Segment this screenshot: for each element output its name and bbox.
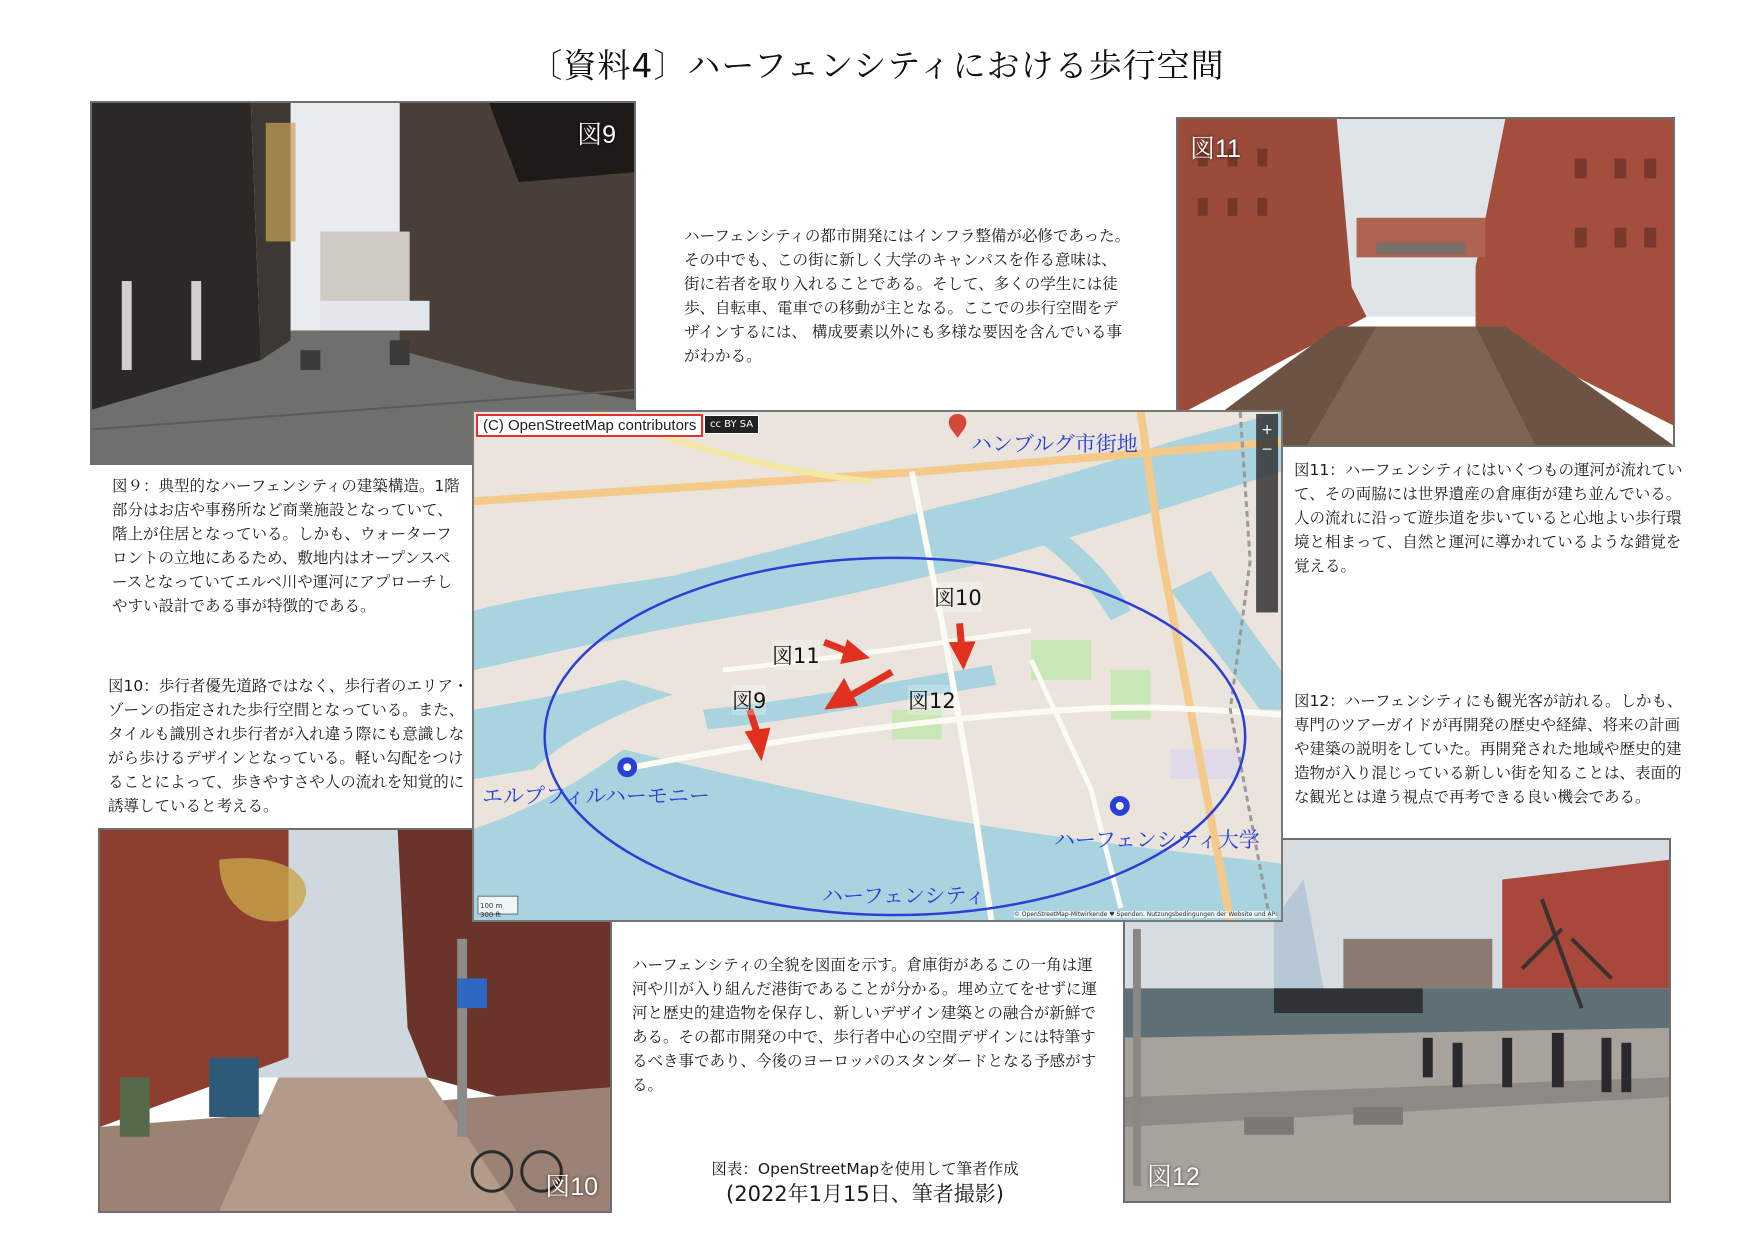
photo-fig9-image: [92, 103, 634, 463]
caption-fig9: 図９：典型的なハーフェンシティの建築構造。1階部分はお店や事務所など商業施設となっていて、階上が住居となっている。しかも、ウォーターフロントの立地にあるため、敷地内はオープンスペースとなっていてエルベ川や運河にアプローチしやすい設計である事が特徴的である。: [112, 477, 460, 615]
map-label-elbphilharmonie: エルプフィルハーモニー: [482, 784, 710, 808]
svg-text:+: +: [1261, 421, 1273, 438]
map-label-city: ハンブルグ市街地: [971, 432, 1138, 456]
map-label-hafencity: ハーフェンシティ: [822, 884, 986, 908]
caption-fig10: 図10：歩行者優先道路ではなく、歩行者のエリア・ゾーンの指定された歩行空間となっている。また、タイルも識別され歩行者が入れ違う際にも意識しながら歩けるデザインとなっている。軽い勾配をつけることによって、歩きやすさや人の流れを知覚的に誘導していると考える。: [108, 677, 469, 815]
photo-fig11: [1176, 117, 1675, 447]
map-label-fig12: 図12: [908, 685, 956, 715]
photo-fig10-label: 図10: [545, 1173, 598, 1201]
photo-fig11-label: 図11: [1190, 135, 1241, 163]
map-label-university: ハーフェンシティ大学: [1054, 828, 1260, 852]
photo-fig12-label: 図12: [1147, 1163, 1200, 1191]
photo-fig11-image: [1178, 119, 1673, 445]
svg-text:−: −: [1261, 441, 1273, 458]
photo-fig9-label: 図9: [577, 121, 616, 149]
caption-fig12: 図12：ハーフェンシティにも観光客が訪れる。しかも、専門のツアーガイドが再開発の歴史や経緯、将来の計画や建築の説明をしていた。再開発された地域や歴史的建造物が入り混じっている新しい街を知ることは、表面的な観光とは違う視点で再考できる良い機会である。: [1294, 692, 1683, 806]
openstreetmap-map[interactable]: [472, 410, 1283, 922]
map-scale-m: 100 m: [480, 902, 503, 910]
map-label-fig9: 図9: [732, 685, 766, 715]
map-label-fig11: 図11: [772, 640, 820, 670]
caption-fig11: 図11：ハーフェンシティにはいくつもの運河が流れていて、その両脇には世界遺産の倉庫街が建ち並んでいる。人の流れに沿って遊歩道を歩いていると心地よい歩行環境と相まって、自然と運河に導かれているような錯覚を覚える。: [1294, 461, 1683, 575]
source-line1: 図表：OpenStreetMapを使用して筆者作成: [711, 1160, 1019, 1178]
map-attribution[interactable]: © OpenStreetMap-Mitwirkende ♥ Spenden. Nutzungsbedingungen der Website und API: [1013, 911, 1277, 918]
map-credit[interactable]: (C) OpenStreetMap contributors: [476, 414, 703, 437]
map-scale-ft: 300 ft: [480, 911, 501, 919]
intro-paragraph: ハーフェンシティの都市開発にはインフラ整備が必修であった。その中でも、この街に新しく大学のキャンパスを作る意味は、街に若者を取り入れることである。そして、多くの学生には徒歩、自転車、電車での移動が主となる。ここでの歩行空間をデザインするには、 構成要素以外にも多様な要因を含んでいる事がわかる。: [684, 227, 1131, 365]
cc-license-badge: cc BY SA: [704, 415, 759, 434]
map-label-fig10: 図10: [934, 582, 982, 612]
summary-paragraph: ハーフェンシティの全貌を図面を示す。倉庫街があるこの一角は運河や川が入り組んだ港街であることが分かる。埋め立てをせずに運河と歴史的建造物を保存し、新しいデザイン建築との融合が新鮮である。その都市開発の中で、歩行者中心の空間デザインには特筆するべき事であり、今後のヨーロッパのスタンダードとなる予感がする。: [632, 956, 1098, 1094]
page-title: 〔資料4〕ハーフェンシティにおける歩行空間: [529, 46, 1225, 85]
source-line2: (2022年1月15日、筆者撮影): [726, 1182, 1004, 1206]
